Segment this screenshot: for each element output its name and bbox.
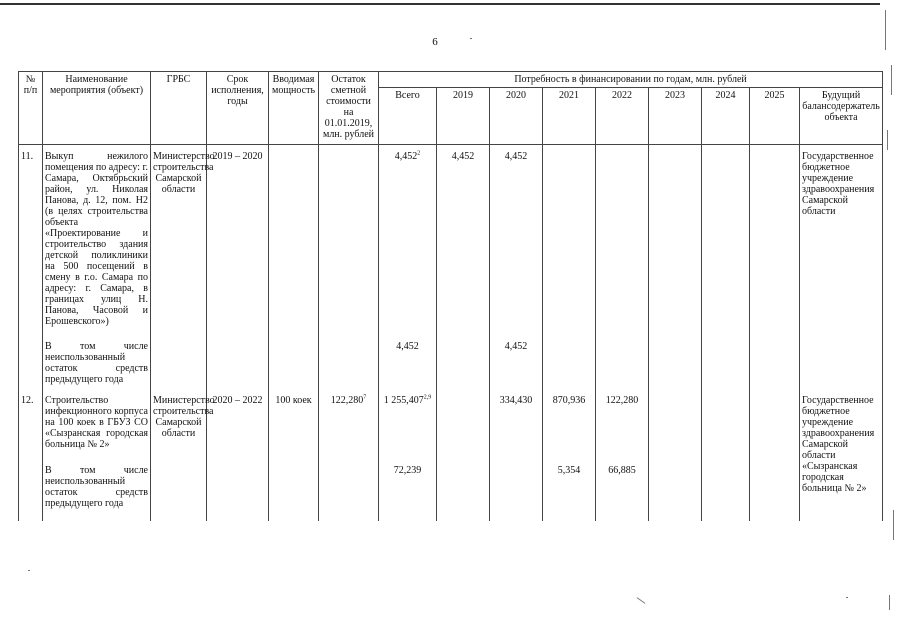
- subrow-y2022: 66,885: [596, 463, 649, 521]
- row-total: [379, 145, 437, 340]
- row-total-value: 4,452: [394, 151, 418, 162]
- header-row-1: [19, 72, 883, 88]
- table-row: [19, 389, 883, 463]
- table-row: [19, 145, 883, 340]
- page-number: 6: [432, 36, 438, 48]
- header-holder: Будущий балансодержатель объекта: [800, 88, 883, 145]
- row-num: 11.: [19, 145, 43, 340]
- row-term: 2019 – 2020: [207, 145, 269, 340]
- row-total-value: 1 255,407: [383, 395, 424, 406]
- row-y2024: [702, 389, 750, 463]
- header-year-2025: 2025: [750, 88, 800, 145]
- scan-edge-marks: [881, 10, 899, 610]
- scan-speck: [846, 597, 848, 598]
- row-y2022: [596, 145, 649, 340]
- row-y2020: 4,452: [490, 145, 543, 340]
- header-year-2022: 2022: [596, 88, 649, 145]
- row-total-footnote: 2,9: [423, 394, 432, 401]
- scan-speck: [637, 597, 646, 604]
- row-power: [269, 145, 319, 340]
- row-y2025: [750, 145, 800, 340]
- row-num: 12.: [19, 389, 43, 463]
- scan-speck: [470, 38, 472, 39]
- subrow-y2021: 5,354: [543, 463, 596, 521]
- row-y2021: 870,936: [543, 389, 596, 463]
- financing-table: [18, 71, 883, 521]
- header-num: № п/п: [19, 72, 43, 145]
- subrow-y2019: [437, 339, 490, 389]
- row-grbs: Министерство строительства Самарской области: [151, 145, 207, 340]
- scan-speck: [28, 570, 30, 571]
- row-remainder-value: 122,280: [330, 395, 364, 406]
- row-y2023: [649, 389, 702, 463]
- subrow-y2019: [437, 463, 490, 521]
- row-total: [379, 389, 437, 463]
- row-grbs: Министерство строительства Самарской области: [151, 389, 207, 463]
- row-remainder: [319, 389, 379, 463]
- header-term: Срок исполнения, годы: [207, 72, 269, 145]
- subrow-name: В том числе неиспользованный остаток средств предыдущего года: [43, 339, 151, 389]
- row-holder: Государственное бюджетное учреждение здравоохранения Самарской области: [800, 145, 883, 340]
- row-y2023: [649, 145, 702, 340]
- row-y2020: 334,430: [490, 389, 543, 463]
- header-year-2020: 2020: [490, 88, 543, 145]
- table-subrow: [19, 339, 883, 389]
- header-name: Наименование мероприятия (объект): [43, 72, 151, 145]
- table-subrow: [19, 463, 883, 521]
- row-y2019: 4,452: [437, 145, 490, 340]
- header-year-2023: 2023: [649, 88, 702, 145]
- subrow-name: В том числе неиспользованный остаток средств предыдущего года: [43, 463, 151, 521]
- row-y2022: 122,280: [596, 389, 649, 463]
- subrow-y2020: [490, 463, 543, 521]
- header-grbs: ГРБС: [151, 72, 207, 145]
- subrow-y2022: [596, 339, 649, 389]
- row-y2024: [702, 145, 750, 340]
- row-name: Выкуп нежилого помещения по адресу: г. Самара, Октябрьский район, ул. Николая Панова, д. 12, пом. Н2 (в целях строительства объекта «Проектирование и строительство здания детской поликлиники на 500 посещений в смену в г.о. Самара по адресу: г. Самара, в границах улиц Н. Панова, Часовой и Ерошевского»): [43, 145, 151, 340]
- row-holder: Государственное бюджетное учреждение здравоохранения Самарской области «Сызранская городская больница № 2»: [800, 389, 883, 521]
- header-total: Всего: [379, 88, 437, 145]
- header-year-2019: 2019: [437, 88, 490, 145]
- header-year-2021: 2021: [543, 88, 596, 145]
- subrow-y2021: [543, 339, 596, 389]
- subrow-total: 4,452: [379, 339, 437, 389]
- row-total-footnote: 2: [417, 150, 421, 157]
- header-year-2024: 2024: [702, 88, 750, 145]
- header-power: Вводимая мощность: [269, 72, 319, 145]
- subrow-y2020: 4,452: [490, 339, 543, 389]
- subrow-total: 72,239: [379, 463, 437, 521]
- header-need: Потребность в финансировании по годам, млн. рублей: [379, 72, 883, 88]
- row-remainder: [319, 145, 379, 340]
- header-remainder: Остаток сметной стоимости на 01.01.2019, млн. рублей: [319, 72, 379, 145]
- row-remainder-footnote: 7: [363, 394, 367, 401]
- row-y2025: [750, 389, 800, 463]
- row-y2019: [437, 389, 490, 463]
- row-name: Строительство инфекционного корпуса на 100 коек в ГБУЗ СО «Сызранская городская больница № 2»: [43, 389, 151, 463]
- row-power: 100 коек: [269, 389, 319, 463]
- top-border-line: [0, 3, 880, 5]
- row-term: 2020 – 2022: [207, 389, 269, 463]
- row-y2021: [543, 145, 596, 340]
